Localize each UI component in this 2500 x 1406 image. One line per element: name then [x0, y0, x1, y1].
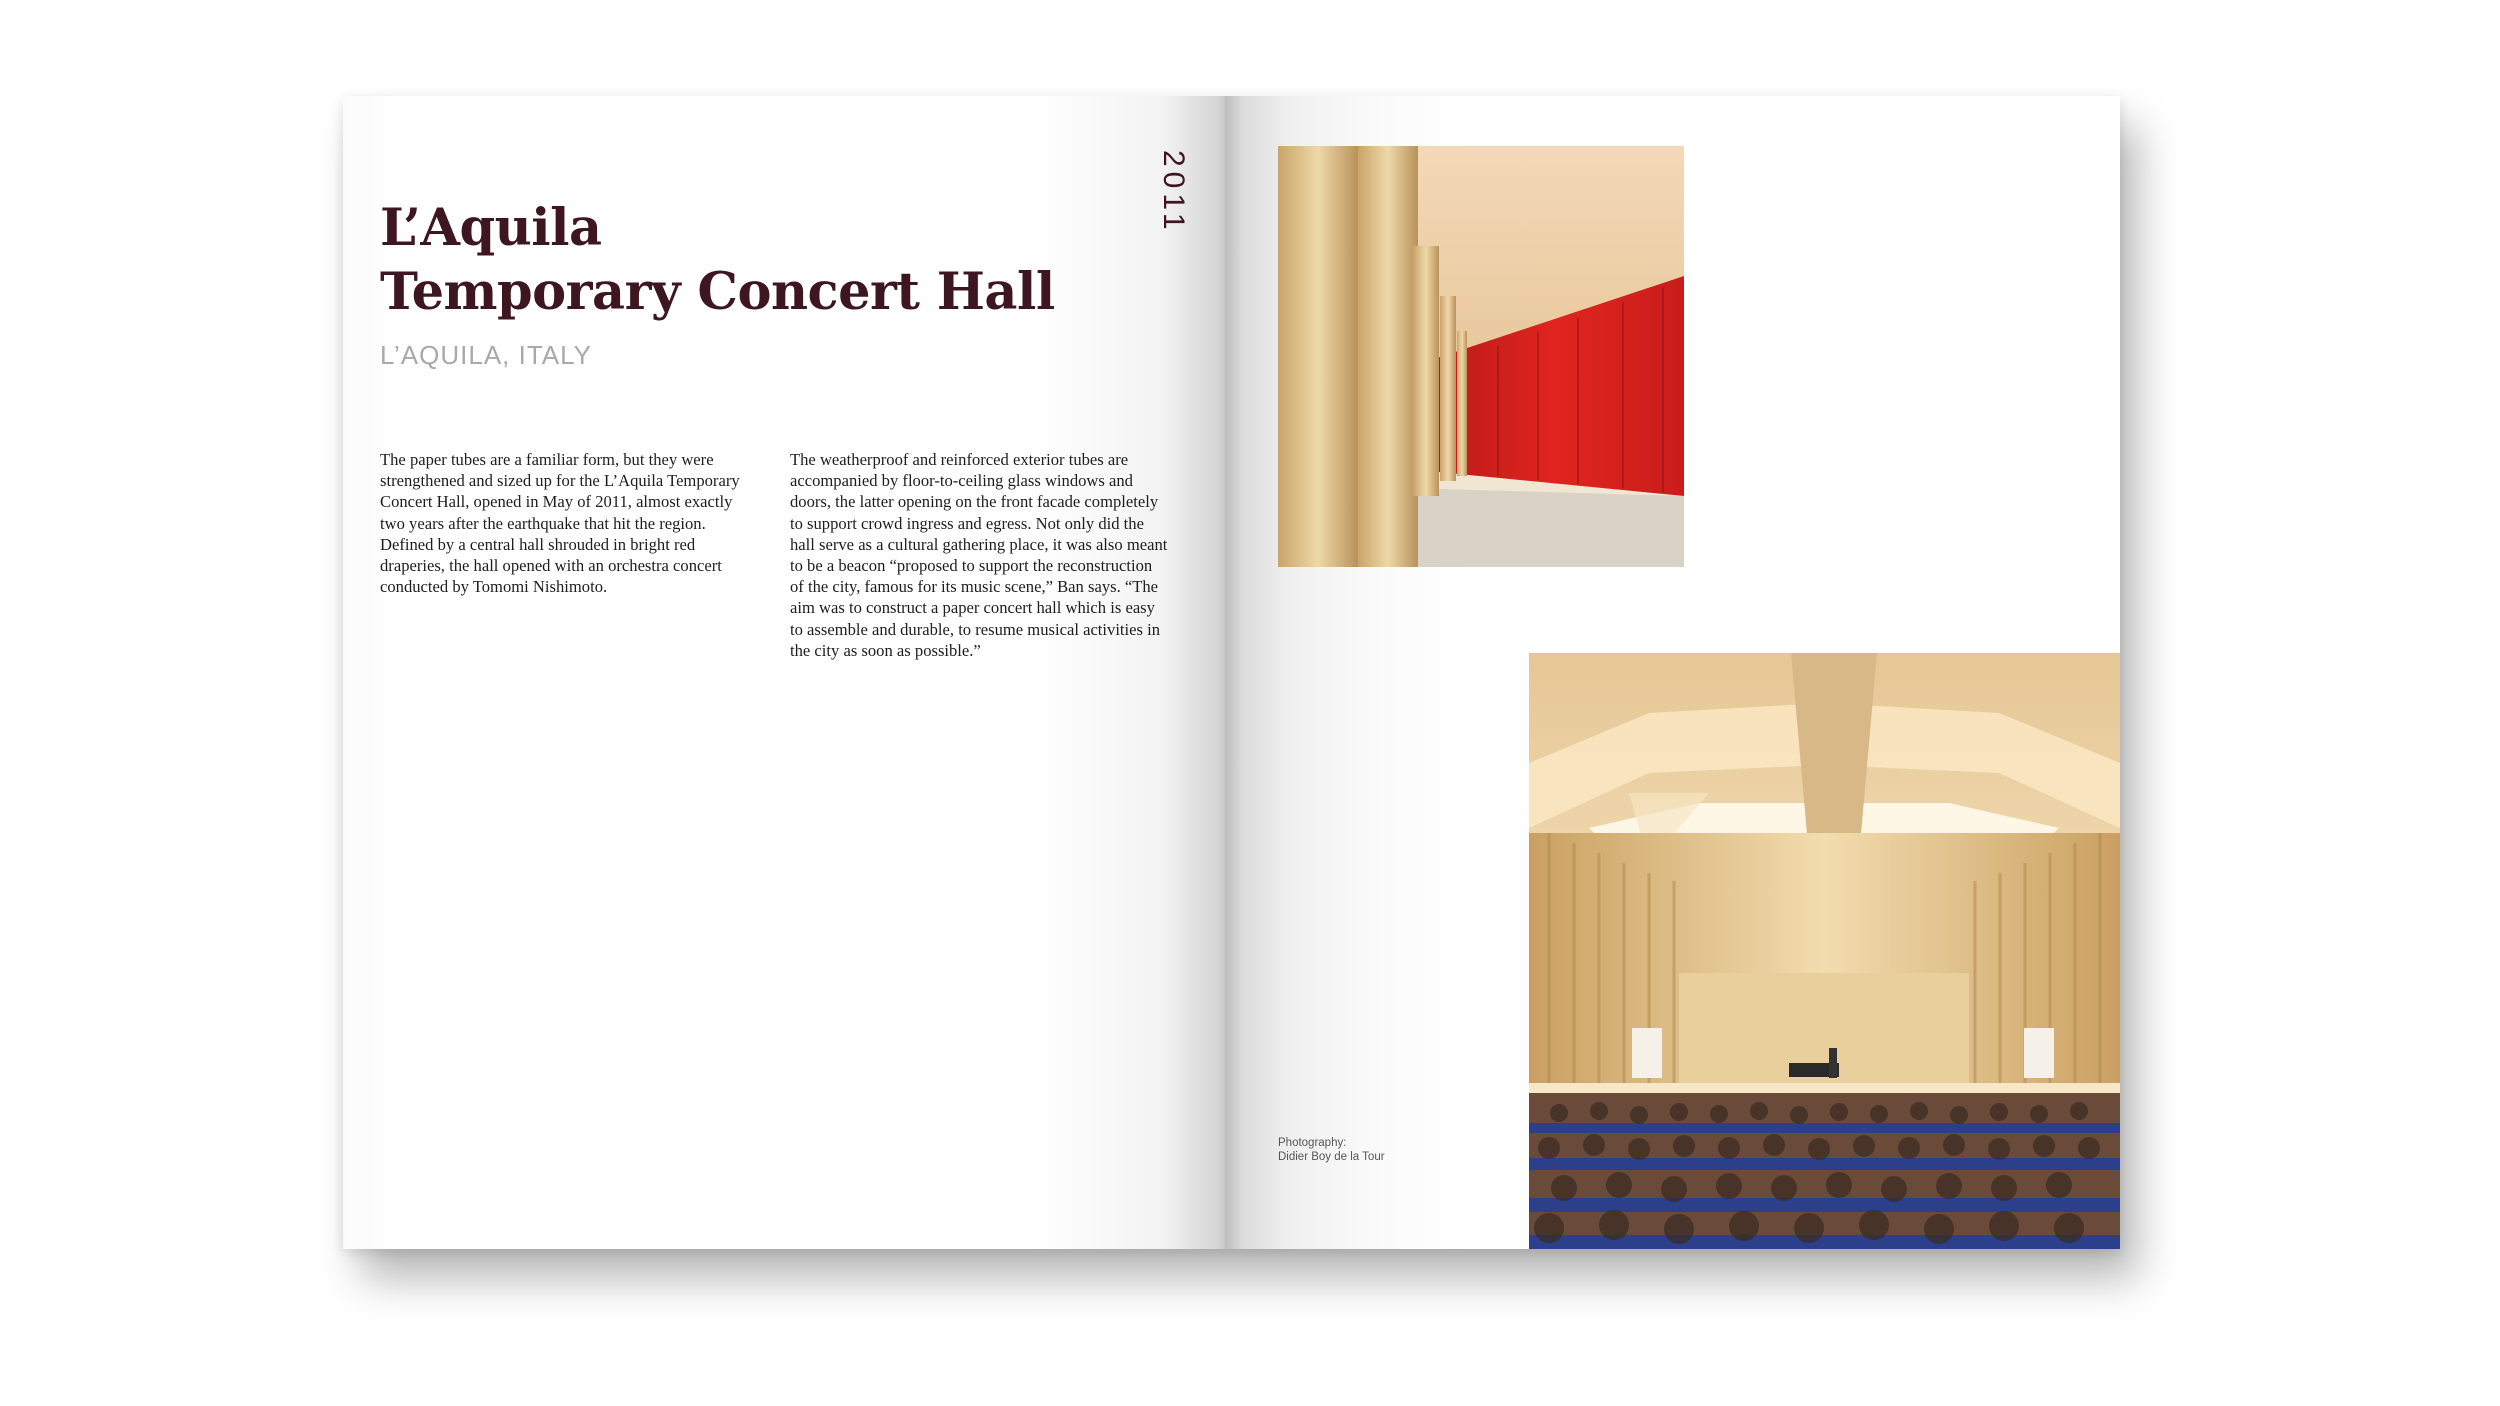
year-label: 2011 — [1157, 150, 1190, 235]
left-page — [343, 96, 1225, 1249]
photo-credit — [1278, 1136, 1385, 1164]
credit-line-1: Photography: — [1278, 1137, 1347, 1149]
credit-line-2: Didier Boy de la Tour — [1278, 1151, 1385, 1163]
location-subtitle: L’AQUILA, ITALY — [380, 340, 593, 370]
corridor-photo — [1278, 146, 1684, 567]
body-column-2: The weatherproof and reinforced exterior tubes are accompanied by floor-to-ceiling glass windows and doors, the latter opening on the front facade completely to support crowd ingress and egress. Not only did the hall serve as a cultural gathering place, it was also meant to be a beacon “proposed to support the reconstruction of the city, famous for its music scene,” Ban says. “The aim was to construct a paper concert hall which is easy to assemble and durable, to resume musical activities in the city as soon as possible.” — [790, 450, 1168, 660]
body-column-1: The paper tubes are a familiar form, but they were strengthened and sized up for the L’Aquila Temporary Concert Hall, opened in May of 2011, almost exactly two years after the earthquake that hit the region. Defined by a central hall shrouded in bright red draperies, the hall opened with an orchestra concert conducted by Tomomi Nishimoto. — [380, 450, 740, 597]
title-line-1: L’Aquila — [380, 198, 602, 258]
article-title — [380, 196, 1055, 324]
auditorium-photo — [1529, 653, 2120, 1249]
title-line-2: Temporary Concert Hall — [380, 262, 1055, 322]
